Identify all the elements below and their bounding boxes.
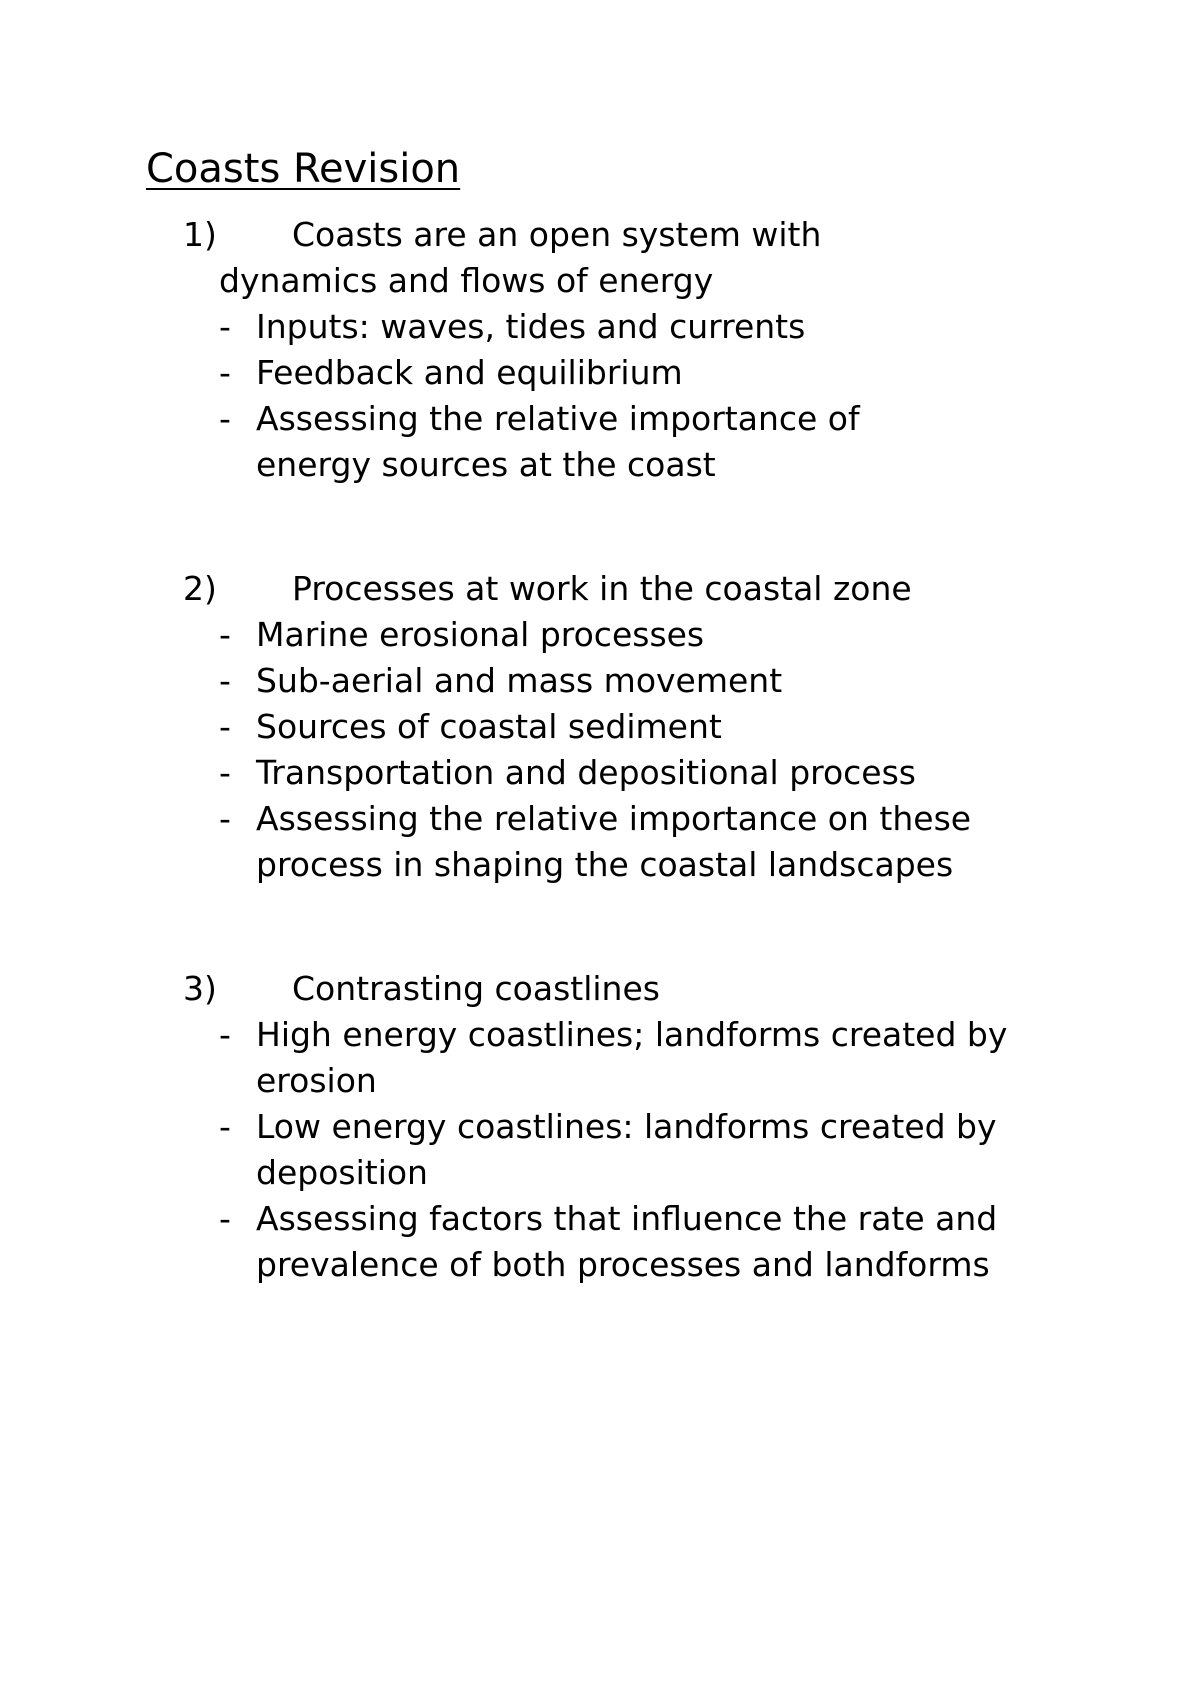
section-heading-continuation: dynamics and flows of energy [219, 261, 714, 300]
bullet-dash: - [219, 753, 231, 792]
list-item-text: Low energy coastlines: landforms created by deposition [256, 1107, 997, 1192]
list-item-text: Sub-aerial and mass movement [256, 661, 783, 700]
list-item [0, 796, 1086, 888]
document-body [0, 212, 1200, 1288]
list-item-text: Sources of coastal sediment [256, 707, 722, 746]
bullet-dash: - [219, 615, 231, 654]
bullet-dash: - [219, 707, 231, 746]
section-number: 1) [183, 215, 217, 254]
bullet-dash: - [219, 353, 231, 392]
list-item [0, 704, 1076, 750]
section-heading [0, 212, 1200, 258]
section-1 [0, 212, 1200, 488]
list-item [0, 350, 1076, 396]
section-number: 2) [183, 569, 217, 608]
section-heading-text: Contrasting coastlines [292, 969, 660, 1008]
list-item-text: Transportation and depositional process [256, 753, 916, 792]
list-item-text: Assessing the relative importance on these process in shaping the coastal landscapes [256, 799, 972, 884]
section-heading-text: Coasts are an open system with [292, 215, 822, 254]
list-item-text: Assessing factors that influence the rate and prevalence of both processes and landforms [256, 1199, 998, 1284]
list-item [0, 304, 1076, 350]
list-item [0, 658, 1076, 704]
list-item-text: High energy coastlines; landforms created by erosion [256, 1015, 1008, 1100]
bullet-dash: - [219, 661, 231, 700]
bullet-dash: - [219, 799, 231, 838]
list-item [0, 1104, 1056, 1196]
section-heading-text: Processes at work in the coastal zone [292, 569, 912, 608]
list-item [0, 612, 1076, 658]
list-item [0, 1196, 1016, 1288]
list-item-text: Feedback and equilibrium [256, 353, 683, 392]
list-item-text: Inputs: waves, tides and currents [256, 307, 806, 346]
section-2 [0, 566, 1200, 888]
bullet-dash: - [219, 1107, 231, 1146]
bullet-dash: - [219, 399, 231, 438]
list-item-text: Marine erosional processes [256, 615, 705, 654]
list-item-text: Assessing the relative importance of energy sources at the coast [256, 399, 860, 484]
list-item [0, 1012, 1056, 1104]
bullet-dash: - [219, 1199, 231, 1238]
bullet-dash: - [219, 1015, 231, 1054]
section-heading [0, 966, 1200, 1012]
document-title: Coasts Revision [146, 146, 461, 192]
list-item [0, 750, 1076, 796]
section-heading [0, 566, 1200, 612]
list-item [0, 396, 956, 488]
bullet-dash: - [219, 307, 231, 346]
bullet-list [0, 1012, 1200, 1288]
section-3 [0, 966, 1200, 1288]
section-number: 3) [183, 969, 217, 1008]
bullet-list [0, 304, 1200, 488]
bullet-list [0, 612, 1200, 888]
